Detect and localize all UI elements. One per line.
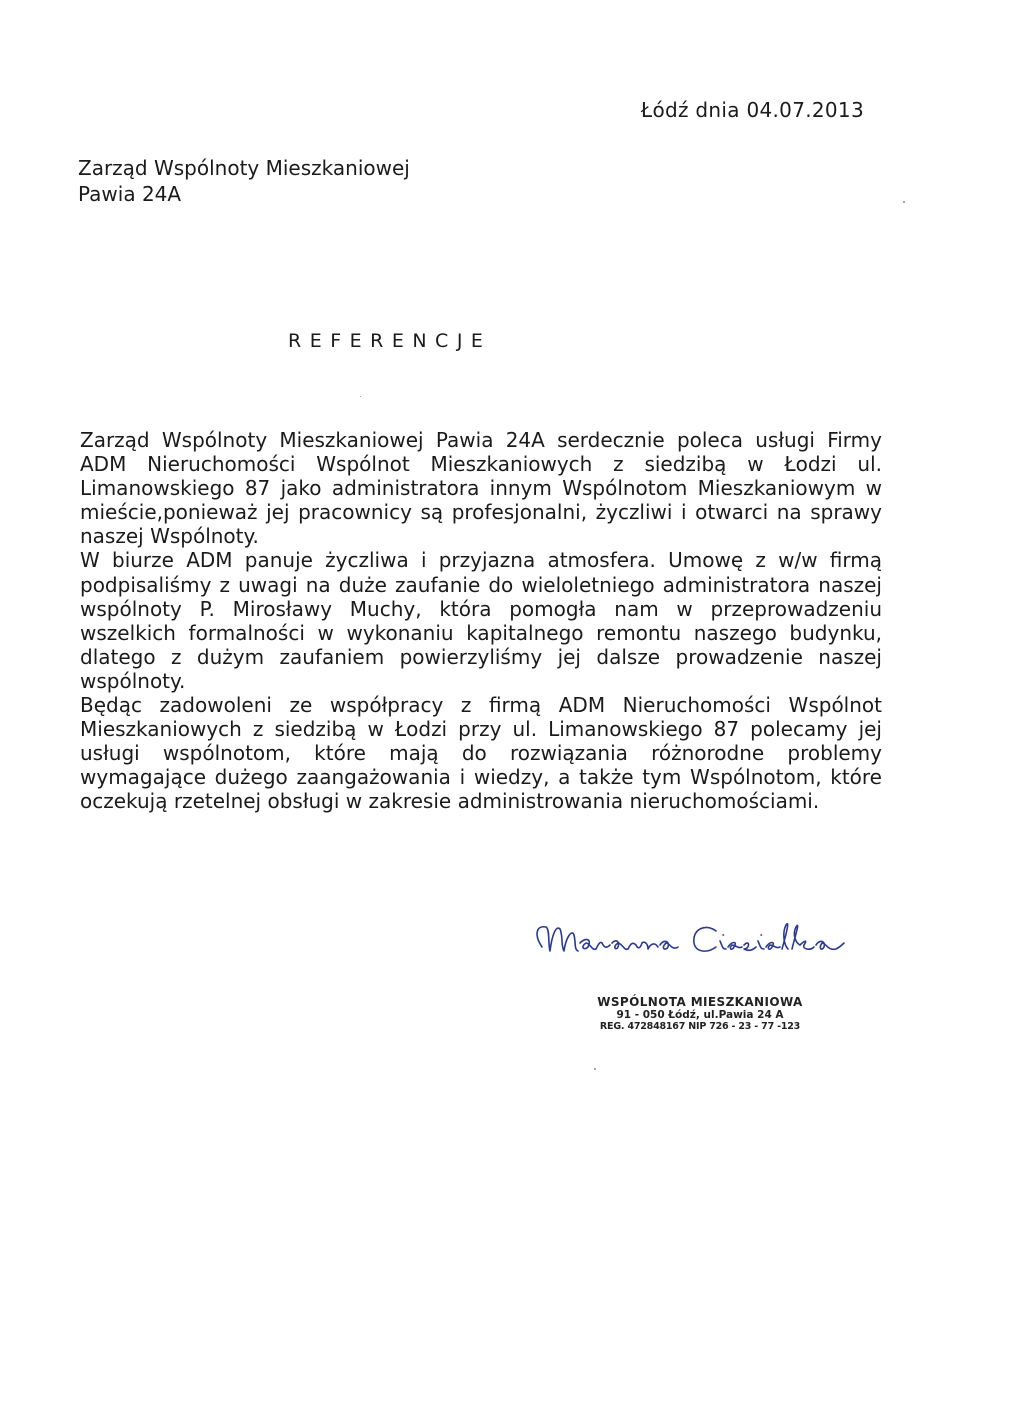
- addressee-line-2: Pawia 24A: [78, 182, 182, 206]
- scan-speck: [360, 396, 361, 397]
- place-and-date: Łódź dnia 04.07.2013: [640, 98, 864, 122]
- scan-speck: [903, 201, 905, 203]
- letter-body: [80, 428, 882, 814]
- addressee-block: [78, 155, 410, 207]
- handwritten-signature: [520, 905, 860, 975]
- scan-speck: [594, 1068, 596, 1070]
- stamp-line-1: WSPÓLNOTA MIESZKANIOWA: [597, 995, 803, 1009]
- body-paragraph-1: Zarząd Wspólnoty Mieszkaniowej Pawia 24A serdecznie poleca usługi Firmy ADM Nieruchomości Wspólnot Mieszkaniowych z siedzibą w Łodzi ul. Limanowskiego 87 jako administratora innym Wspólnotom Mieszkaniowym w mieście,ponieważ jej pracownicy są profesjonalni, życzliwi i otwarci na sprawy naszej Wspólnoty.: [80, 428, 882, 549]
- stamp-line-3: REG. 472848167 NIP 726 - 23 - 77 -123: [599, 1021, 801, 1032]
- body-paragraph-3: Będąc zadowoleni ze współpracy z firmą ADM Nieruchomości Wspólnot Mieszkaniowych z siedzibą w Łodzi przy ul. Limanowskiego 87 polecamy jej usługi wspólnotom, które mają do rozwiązania różnorodne problemy wymagające dużego zaangażowania i wiedzy, a także tym Wspólnotom, które oczekują rzetelnej obsługi w zakresie administrowania nieruchomościami.: [80, 693, 882, 814]
- organization-stamp: [590, 995, 810, 1032]
- addressee-line-1: Zarząd Wspólnoty Mieszkaniowej: [78, 156, 410, 180]
- body-paragraph-2: W biurze ADM panuje życzliwa i przyjazna atmosfera. Umowę z w/w firmą podpisaliśmy z uwagi na duże zaufanie do wieloletniego administratora naszej wspólnoty P. Mirosławy Muchy, która pomogła nam w przeprowadzeniu wszelkich formalności w wykonaniu kapitalnego remontu naszego budynku, dlatego z dużym zaufaniem powierzyliśmy jej dalsze prowadzenie naszej wspólnoty.: [80, 548, 882, 693]
- stamp-line-2: 91 - 050 Łódź, ul.Pawia 24 A: [616, 1009, 784, 1021]
- letter-heading: REFERENCJE: [288, 330, 492, 352]
